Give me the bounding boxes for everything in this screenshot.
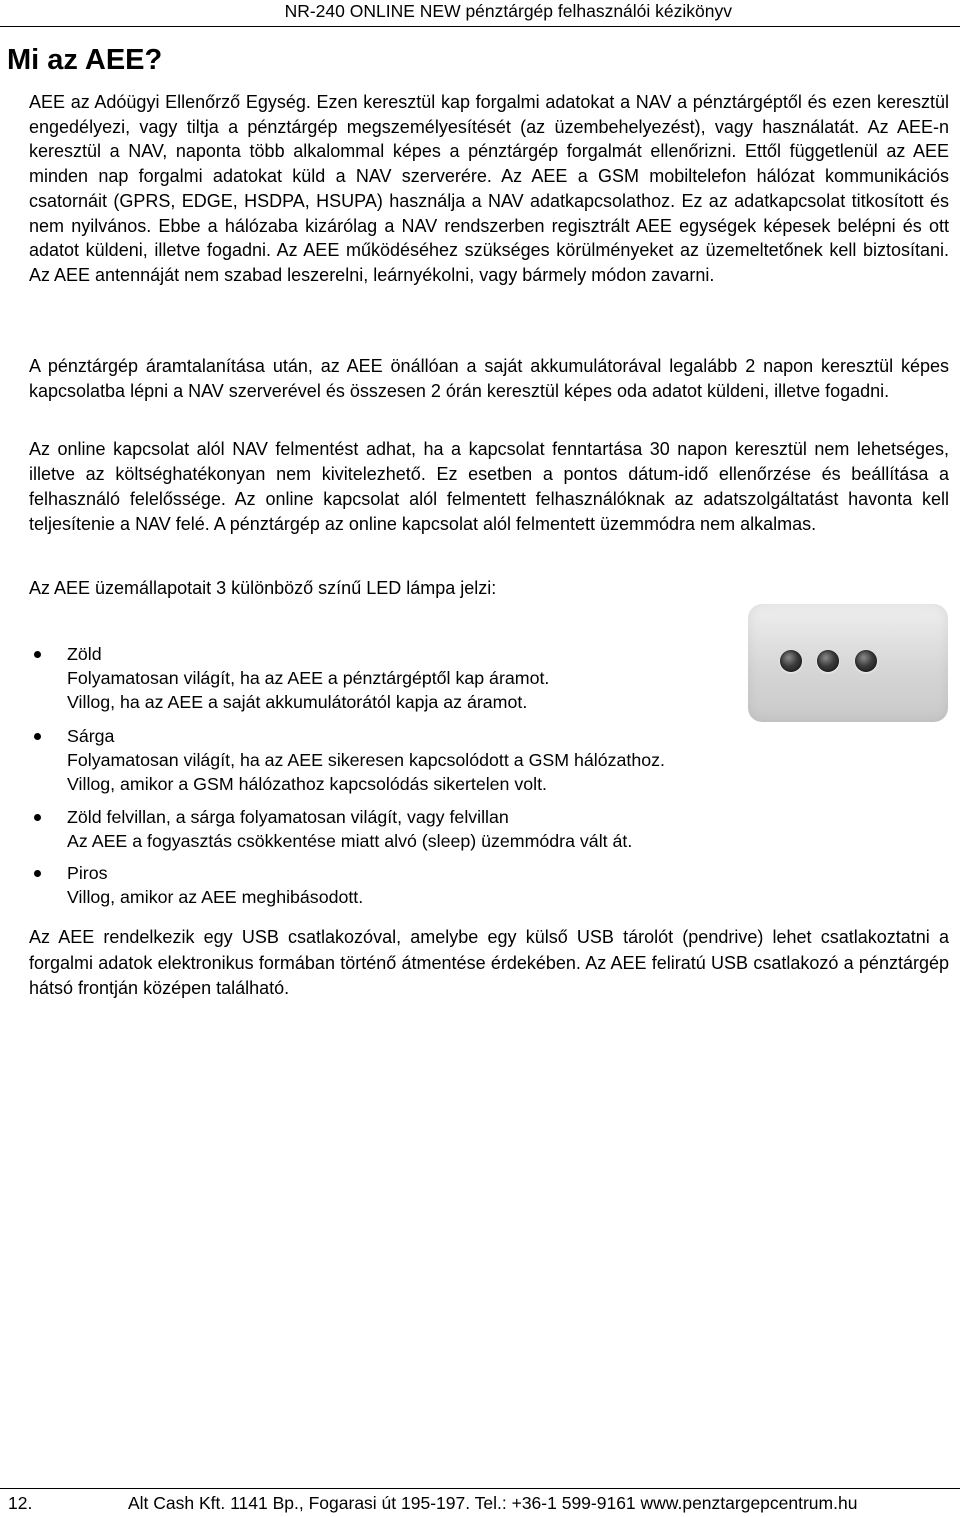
list-item-green-yellow: [34, 805, 934, 853]
led-description: Villog, ha az AEE a saját akkumulátorától kapja az áramot.: [67, 692, 528, 712]
bullet-icon: [34, 651, 41, 658]
led-name: Zöld: [67, 644, 102, 664]
footer-company-info: Alt Cash Kft. 1141 Bp., Fogarasi út 195-197. Tel.: +36-1 599-9161 www.penztargepcentrum.hu: [128, 1493, 858, 1513]
bullet-icon: [34, 733, 41, 740]
led-name: Zöld felvillan, a sárga folyamatosan világít, vagy felvillan: [67, 807, 509, 827]
led-description: Az AEE a fogyasztás csökkentése miatt alvó (sleep) üzemmódra vált át.: [67, 831, 633, 851]
led-description: Folyamatosan világít, ha az AEE a pénztárgéptől kap áramot.: [67, 668, 550, 688]
list-item-red: [34, 861, 934, 909]
paragraph-power-loss: A pénztárgép áramtalanítása után, az AEE önállóan a saját akkumulátorával legalább 2 napon keresztül képes kapcsolatba lépni a NAV szerverével és összesen 2 órán keresztül képes oda adatot küldeni, illetve fogadni.: [29, 356, 949, 401]
paragraph-aee-intro: AEE az Adóügyi Ellenőrző Egység. Ezen keresztül kap forgalmi adatokat a NAV a pénztárgéptől és ezen keresztül engedélyezi, vagy tiltja a pénztárgép megszemélyesítését (az üzembehelyezést), vagy használatát. Az AEE-n keresztül a NAV, naponta több alkalommal képes a pénztárgép forgalmát ellenőrizni. Ettől függetlenül az AEE minden nap forgalmi adatokat küld a NAV szerverére. Az AEE a GSM mobiltelefon hálózat kommunikációs csatornáit (GPRS, EDGE, HSDPA, HSUPA) használja a NAV adatkapcsolathoz. Ez az adatkapcsolat titkosított és nem nyilvános. Ebbe a hálózaba kizárólag a NAV rendszerben regisztrált AEE egységek képesek belépni és ott adatot küldeni, illetve fogadni. Az AEE működéséhez szükséges körülményeket az üzemeltetőnek kell biztosítani. Az AEE antennáját nem szabad leszerelni, leárnyékolni, vagy bármely módon zavarni.: [29, 92, 949, 285]
paragraph-led-intro: Az AEE üzemállapotait 3 különböző színű LED lámpa jelzi:: [29, 578, 497, 598]
bullet-icon: [34, 814, 41, 821]
led-status-list: [34, 642, 934, 909]
header-title: NR-240 ONLINE NEW pénztárgép felhasználói kézikönyv: [284, 1, 732, 21]
list-item-yellow: [34, 724, 934, 796]
led-description: Folyamatosan világít, ha az AEE sikeresen kapcsolódott a GSM hálózathoz.: [67, 750, 665, 770]
paragraph-exemption: Az online kapcsolat alól NAV felmentést adhat, ha a kapcsolat fenntartása 30 napon keresztül nem lehetséges, illetve az költséghatékonyan nem kivitelezhető. Ez esetben a pontos dátum-idő ellenőrzése és beállítása a felhasználó felelőssége. Az online kapcsolat alól felmentett felhasználóknak az adatszolgáltatást havonta kell teljesítenie a NAV felé. A pénztárgép az online kapcsolat alól felmentett üzemmódra nem alkalmas.: [29, 439, 949, 534]
section-title: Mi az AEE?: [7, 44, 163, 76]
page-number: 12.: [8, 1493, 33, 1513]
bullet-icon: [34, 870, 41, 877]
page-header: [0, 0, 960, 27]
list-item-green: [34, 642, 934, 714]
led-description: Villog, amikor az AEE meghibásodott.: [67, 887, 364, 907]
page-footer: [0, 1488, 960, 1517]
led-name: Sárga: [67, 726, 115, 746]
led-name: Piros: [67, 863, 108, 883]
paragraph-usb: Az AEE rendelkezik egy USB csatlakozóval, amelybe egy külső USB tárolót (pendrive) lehet csatlakoztatni a forgalmi adatok elektronikus formában történő átmentése érdekében. Az AEE feliratú USB csatlakozó a pénztárgép hátsó frontján középen található.: [29, 927, 949, 998]
led-description: Villog, amikor a GSM hálózathoz kapcsolódás sikertelen volt.: [67, 774, 547, 794]
